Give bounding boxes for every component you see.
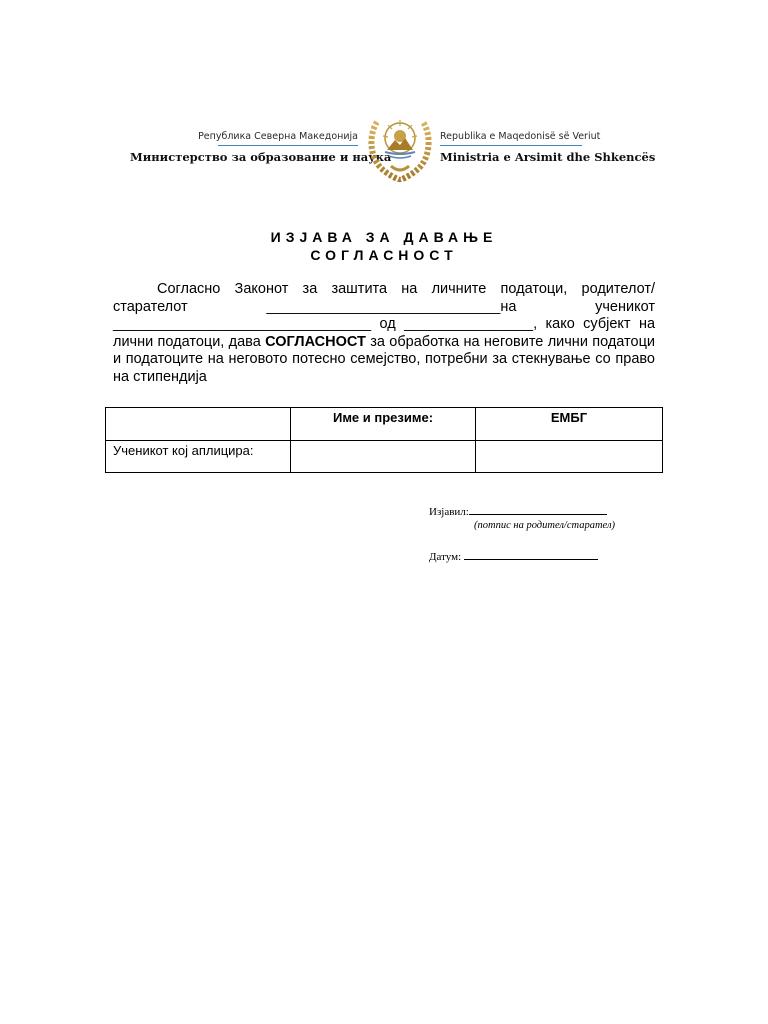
applicant-table <box>105 407 663 473</box>
letterhead-left <box>130 130 392 165</box>
statement-end: за обработка на неговите лични податоци и податоците на неговото потесно семејство, потребни за стекнување со право на стипендија <box>113 333 655 385</box>
applicant-label: Ученикот кој аплицира: <box>106 441 291 473</box>
applicant-name-cell[interactable] <box>291 441 476 473</box>
date-line[interactable] <box>464 559 598 560</box>
date-row <box>429 551 598 563</box>
signature-note: (потпис на родител/старател) <box>474 520 616 531</box>
ministry-name-mk: Министерство за образование и наука <box>130 150 392 164</box>
declared-row <box>429 506 607 518</box>
statement-from: од <box>379 316 396 332</box>
country-name-mk: Република Северна Македонија <box>198 131 358 142</box>
table-header-cell <box>106 408 291 441</box>
statement-start: Согласно Законот за заштита на личните податоци, родителот/старателот <box>113 281 655 315</box>
table-header-embg: ЕМБГ <box>476 408 663 441</box>
header-divider <box>440 145 582 146</box>
table-header-row <box>106 408 663 441</box>
coat-of-arms-icon <box>367 108 433 182</box>
table-row <box>106 441 663 473</box>
applicant-embg-cell[interactable] <box>476 441 663 473</box>
parent-name-blank[interactable]: _____________________________ <box>266 298 501 315</box>
consent-keyword: СОГЛАСНОСТ <box>265 333 366 350</box>
statement-student: на ученикот <box>500 298 655 315</box>
document-title-line2: СОГЛАСНОСТ <box>310 247 458 263</box>
table-header-name: Име и презиме: <box>291 408 476 441</box>
country-name-sq: Republika e Maqedonisë së Veriut <box>440 131 601 142</box>
date-label: Датум: <box>429 551 462 563</box>
consent-statement <box>113 281 655 386</box>
student-name-blank[interactable]: ________________________________ <box>113 316 372 332</box>
ministry-name-sq: Ministria e Arsimit dhe Shkencës <box>440 150 656 164</box>
statement-middle: , како субјект на лични податоци, дава <box>113 316 656 350</box>
letterhead <box>0 108 768 184</box>
place-blank[interactable]: ________________ <box>404 316 534 332</box>
header-divider <box>218 145 358 146</box>
document-title-line1: ИЗЈАВА ЗА ДАВАЊЕ <box>270 229 498 245</box>
declared-label: Изјавил: <box>429 506 469 518</box>
letterhead-right <box>440 130 670 165</box>
signature-line[interactable] <box>469 514 607 515</box>
